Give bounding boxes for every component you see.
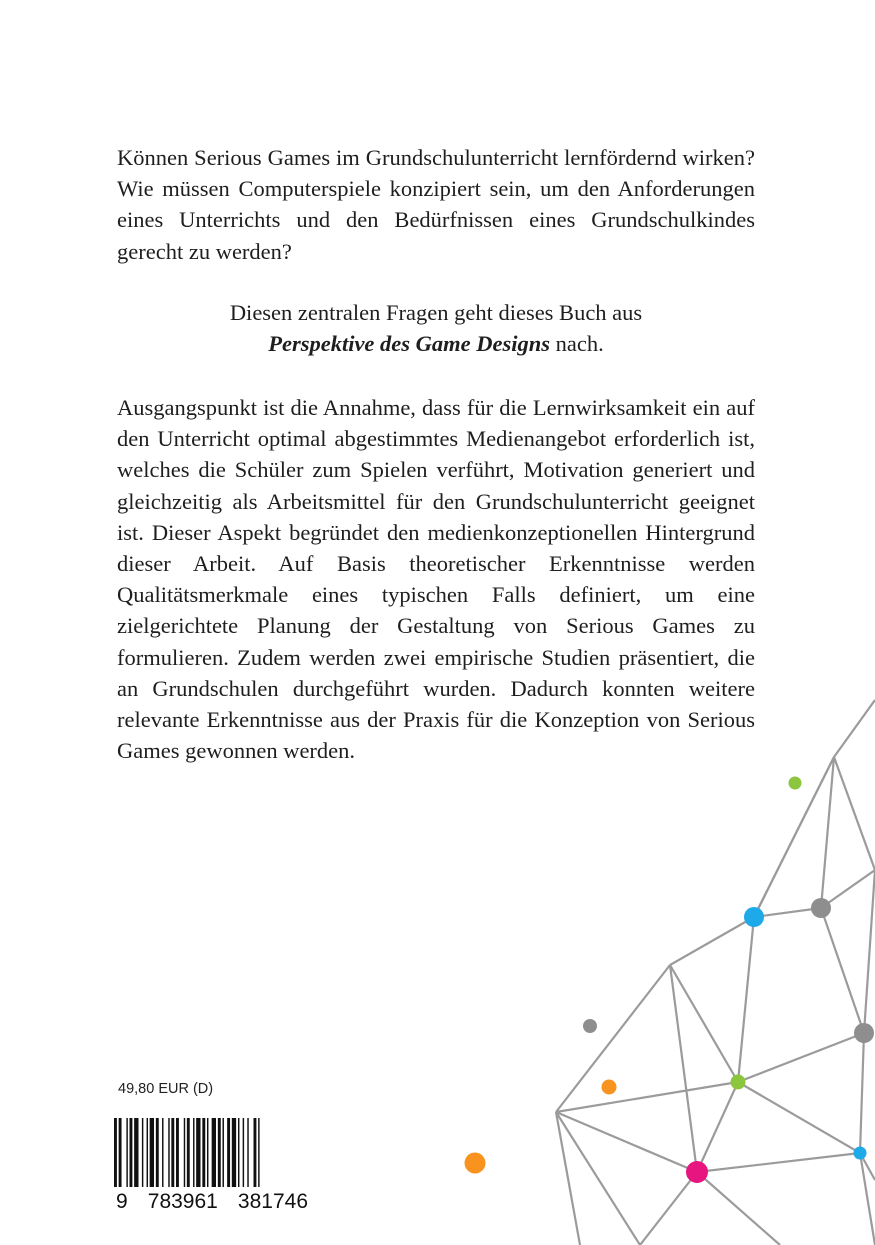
network-line <box>860 1033 864 1153</box>
intro-paragraph: Können Serious Games im Grundschulunterricht lernfördernd wirken? Wie müssen Computerspiele konzipiert sein, um den Anforderungen eines Unterrichts und den Bedürfnissen eines Grundschulkindes gerecht zu werden? <box>117 145 755 264</box>
network-line <box>556 965 670 1112</box>
isbn-digit-group-1: 9 <box>116 1190 128 1213</box>
network-line <box>697 1153 860 1172</box>
description-paragraph: Ausgangspunkt ist die Annahme, dass für die Lernwirksamkeit ein auf den Unterricht optimal abgestimmtes Medienangebot erforderlich ist, welches die Schüler zum Spielen verführt, Motivation generiert und gleichzeitig als Arbeitsmittel für den Grundschulunterricht geeignet ist. Dieser Aspekt begründet den medienkonzeptionellen Hintergrund dieser Arbeit. Auf Basis theoretischer Erkenntnisse werden Qualitätsmerkmale eines typischen Falls definiert, um eine zielgerichtete Planung der Gestaltung von Serious Games zu formulieren. Zudem werden zwei empirische Studien präsentiert, die an Grundschulen durchgeführt wurden. Dadurch konnten weitere relevante Erkenntnisse aus der Praxis für die Konzeption von Serious Games gewonnen werden. <box>117 395 755 764</box>
network-node <box>854 1023 874 1043</box>
network-node <box>811 898 831 918</box>
isbn-number <box>114 1187 310 1217</box>
network-line <box>556 1112 640 1245</box>
network-line <box>670 965 738 1082</box>
network-node <box>583 1019 597 1033</box>
network-node <box>731 1075 746 1090</box>
network-node <box>789 777 802 790</box>
network-line <box>821 870 875 908</box>
key-question-emphasis: Perspektive des Game Designs <box>268 331 551 357</box>
network-line <box>834 700 875 757</box>
network-line <box>738 1033 864 1082</box>
network-line <box>821 757 834 908</box>
network-line <box>640 1172 697 1245</box>
network-line <box>754 757 834 917</box>
network-line <box>556 1112 580 1245</box>
network-line <box>821 908 864 1033</box>
network-line <box>864 870 875 1033</box>
network-node <box>854 1147 867 1160</box>
isbn-digit-group-2: 783961 <box>147 1190 218 1213</box>
isbn-digit-group-3: 381746 <box>237 1190 308 1213</box>
network-lines <box>556 700 875 1245</box>
network-node <box>744 907 764 927</box>
network-line <box>754 757 834 917</box>
network-line <box>556 1082 738 1112</box>
network-line <box>754 908 821 917</box>
network-line <box>738 917 754 1082</box>
network-line <box>834 757 875 870</box>
network-line <box>860 1153 875 1180</box>
network-line <box>738 1082 860 1153</box>
network-line <box>697 1172 780 1245</box>
network-node <box>602 1080 617 1095</box>
network-line <box>556 1112 697 1172</box>
network-nodes <box>465 777 875 1184</box>
key-question-end: nach. <box>550 331 604 357</box>
network-line <box>697 1082 738 1172</box>
key-question <box>117 297 755 359</box>
network-node <box>686 1161 708 1183</box>
network-node <box>465 1153 486 1174</box>
network-line <box>860 1153 875 1245</box>
price-label: 49,80 EUR (D) <box>118 1081 214 1097</box>
network-line <box>670 965 697 1172</box>
key-question-line1: Diesen zentralen Fragen geht dieses Buch aus <box>229 300 643 325</box>
network-line <box>670 917 754 965</box>
